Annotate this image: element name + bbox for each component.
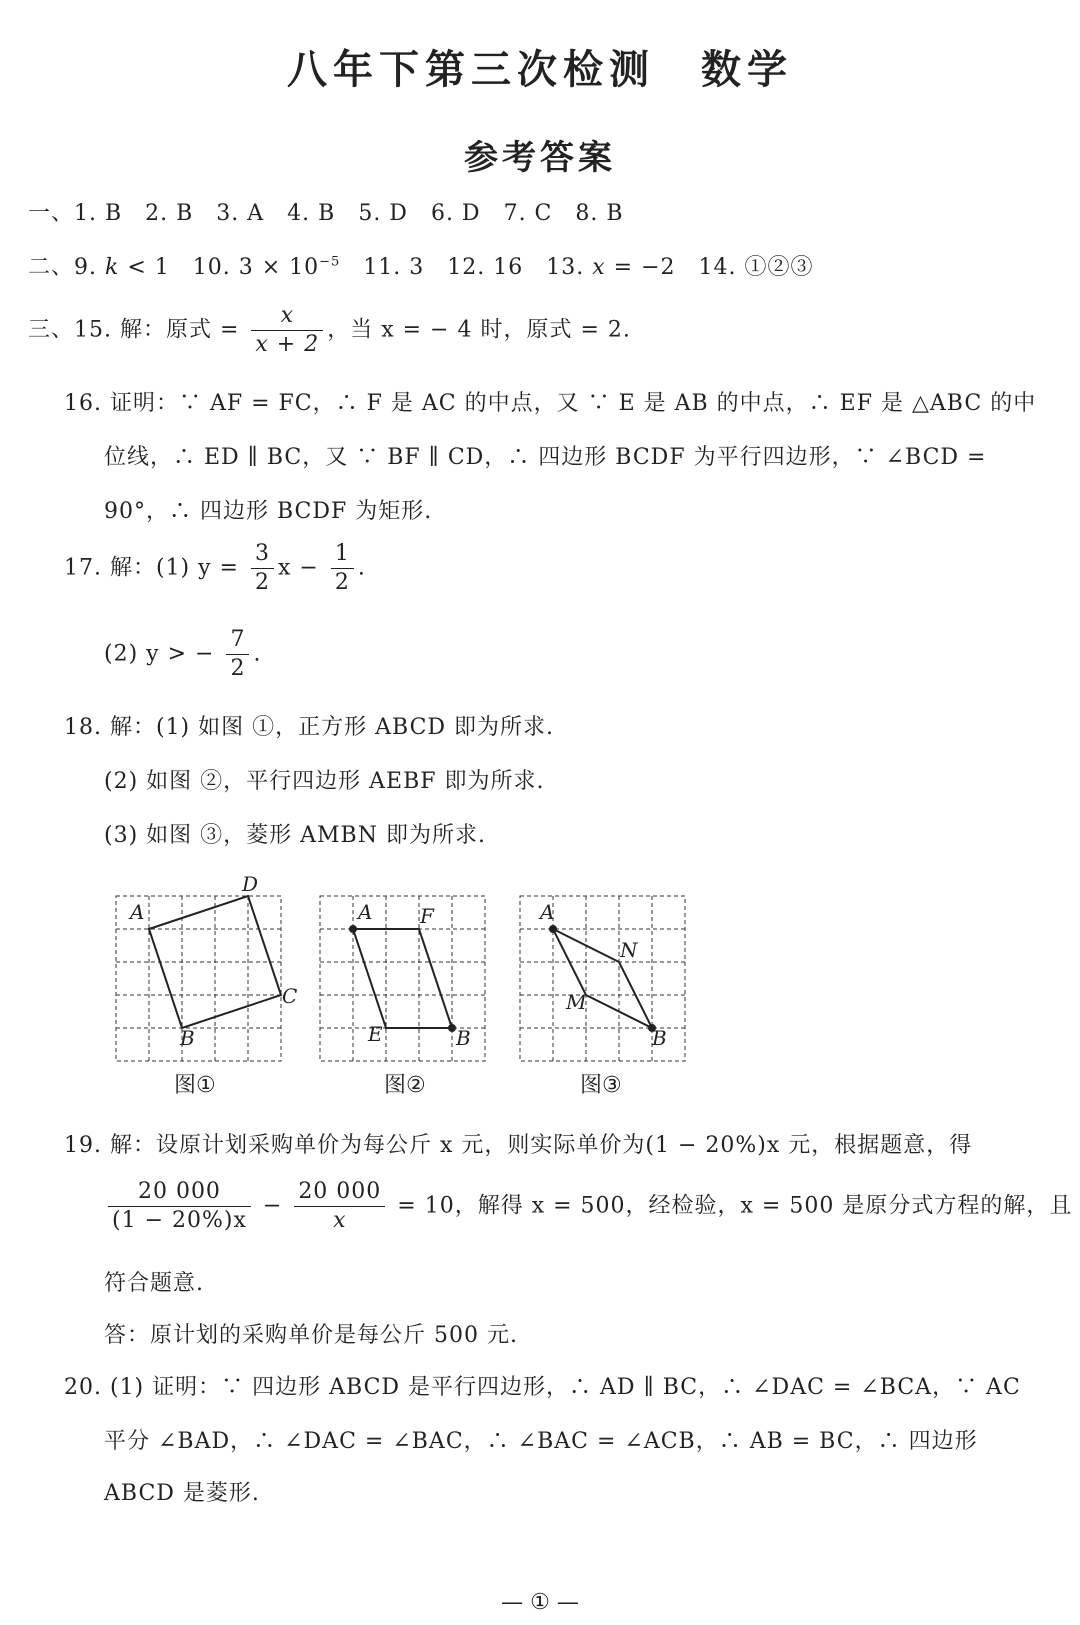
fig1-label-b: B (180, 1026, 195, 1050)
question-18-part-1: 18. 解：(1) 如图 ①，正方形 ABCD 即为所求. (64, 715, 555, 740)
question-16-line-3: 90°，∴ 四边形 BCDF 为矩形. (104, 499, 433, 524)
section2-var-k: k (104, 255, 120, 280)
q17-2-prefix: (2) y > − (104, 641, 223, 667)
fig2-point-b (448, 1024, 456, 1032)
answers-section-1: 一、1. B 2. B 3. A 4. B 5. D 6. D 7. C 8. B (28, 201, 624, 226)
section2-var-x: x (592, 255, 606, 280)
question-17-part-2 (104, 626, 261, 683)
question-19-answer: 答：原计划的采购单价是每公斤 500 元. (104, 1323, 518, 1348)
q19-minus: − (254, 1193, 291, 1219)
q15-prefix: 三、15. 解：原式 = (28, 317, 248, 343)
question-20-line-3: ABCD 是菱形. (104, 1481, 260, 1506)
fig2-label-f: F (420, 904, 434, 928)
question-18-part-3: (3) 如图 ③，菱形 AMBN 即为所求. (104, 823, 486, 848)
q17-2-denominator: 2 (230, 656, 246, 681)
fig3-label-n: N (620, 938, 638, 962)
figure-1-caption: 图① (174, 1073, 216, 1098)
q17-1-f2-denominator: 2 (334, 570, 350, 595)
q19-fraction-2 (294, 1178, 385, 1235)
question-19-equation (104, 1178, 1072, 1235)
question-16-line-1: 16. 证明：∵ AF = FC，∴ F 是 AC 的中点，又 ∵ E 是 AB 的中点，∴ EF 是 △ABC 的中 (64, 391, 1037, 416)
q15-denominator: x + 2 (255, 332, 320, 357)
fig1-label-c: C (282, 984, 298, 1008)
q15-numerator: x (251, 302, 323, 331)
page-title: 八年下第三次检测 数学 (287, 47, 793, 93)
section2-text-d: = −2 14. ①②③ (605, 255, 814, 280)
q17-2-numerator: 7 (226, 626, 249, 655)
fig3-label-b: B (652, 1026, 667, 1050)
answers-section-2 (28, 250, 814, 281)
fig3-label-m: M (566, 990, 587, 1014)
section2-text-a: 二、9. (28, 255, 105, 280)
fig1-label-d: D (242, 872, 259, 896)
q17-1-prefix: 17. 解：(1) y = (64, 555, 247, 581)
q17-2-fraction (226, 626, 249, 683)
q19-f1-numerator: 20 000 (108, 1178, 251, 1207)
q17-2-end: . (253, 641, 262, 667)
figure-3-caption: 图③ (580, 1073, 622, 1098)
question-19-line-3: 符合题意. (104, 1271, 204, 1296)
q17-1-f1-denominator: 2 (255, 570, 270, 595)
q15-fraction (251, 302, 323, 359)
q19-f2-denominator: x (333, 1208, 347, 1233)
fig3-label-a: A (540, 900, 555, 924)
question-17-part-1 (64, 540, 366, 597)
section2-text-b: < 1 10. 3 × 10 (119, 255, 320, 280)
q19-f1-denominator: (1 − 20%)x (112, 1208, 247, 1233)
q19-rest: = 10，解得 x = 500，经检验，x = 500 是原分式方程的解，且 (389, 1193, 1073, 1219)
figure-2-caption: 图② (384, 1073, 426, 1098)
question-16-line-2: 位线，∴ ED ∥ BC，又 ∵ BF ∥ CD，∴ 四边形 BCDF 为平行四边形，∵ ∠BCD = (104, 445, 987, 470)
fig3-point-a (549, 925, 557, 933)
q17-1-fraction-1 (251, 540, 274, 597)
fig2-label-e: E (368, 1022, 383, 1046)
section2-exponent: −5 (319, 254, 341, 270)
question-18-part-2: (2) 如图 ②，平行四边形 AEBF 即为所求. (104, 769, 545, 794)
q17-1-fraction-2 (331, 540, 354, 597)
q17-1-end: . (357, 555, 366, 581)
question-20-line-2: 平分 ∠BAD，∴ ∠DAC = ∠BAC，∴ ∠BAC = ∠ACB，∴ AB = BC，∴ 四边形 (104, 1429, 978, 1454)
q17-1-middle: x − (278, 555, 327, 581)
section2-text-c: 11. 3 12. 16 13. (340, 255, 593, 280)
q17-1-f1-numerator: 3 (251, 540, 274, 569)
q19-fraction-1 (108, 1178, 251, 1235)
question-19-line-1: 19. 解：设原计划采购单价为每公斤 x 元，则实际单价为(1 − 20%)x 元，根据题意，得 (64, 1133, 973, 1158)
q19-f2-numerator: 20 000 (294, 1178, 385, 1207)
page-number: — ① — (501, 1590, 579, 1615)
question-15 (28, 302, 631, 359)
fig2-point-a (349, 925, 357, 933)
page-subtitle: 参考答案 (464, 138, 616, 178)
question-20-line-1: 20. (1) 证明：∵ 四边形 ABCD 是平行四边形，∴ AD ∥ BC，∴ ∠DAC = ∠BCA，∵ AC (64, 1375, 1021, 1400)
fig2-label-a: A (358, 900, 373, 924)
q17-1-f2-numerator: 1 (331, 540, 354, 569)
fig2-label-b: B (456, 1026, 471, 1050)
fig1-label-a: A (130, 900, 145, 924)
parallelogram-aebf (353, 929, 452, 1028)
q15-suffix: ，当 x = − 4 时，原式 = 2. (327, 317, 631, 343)
